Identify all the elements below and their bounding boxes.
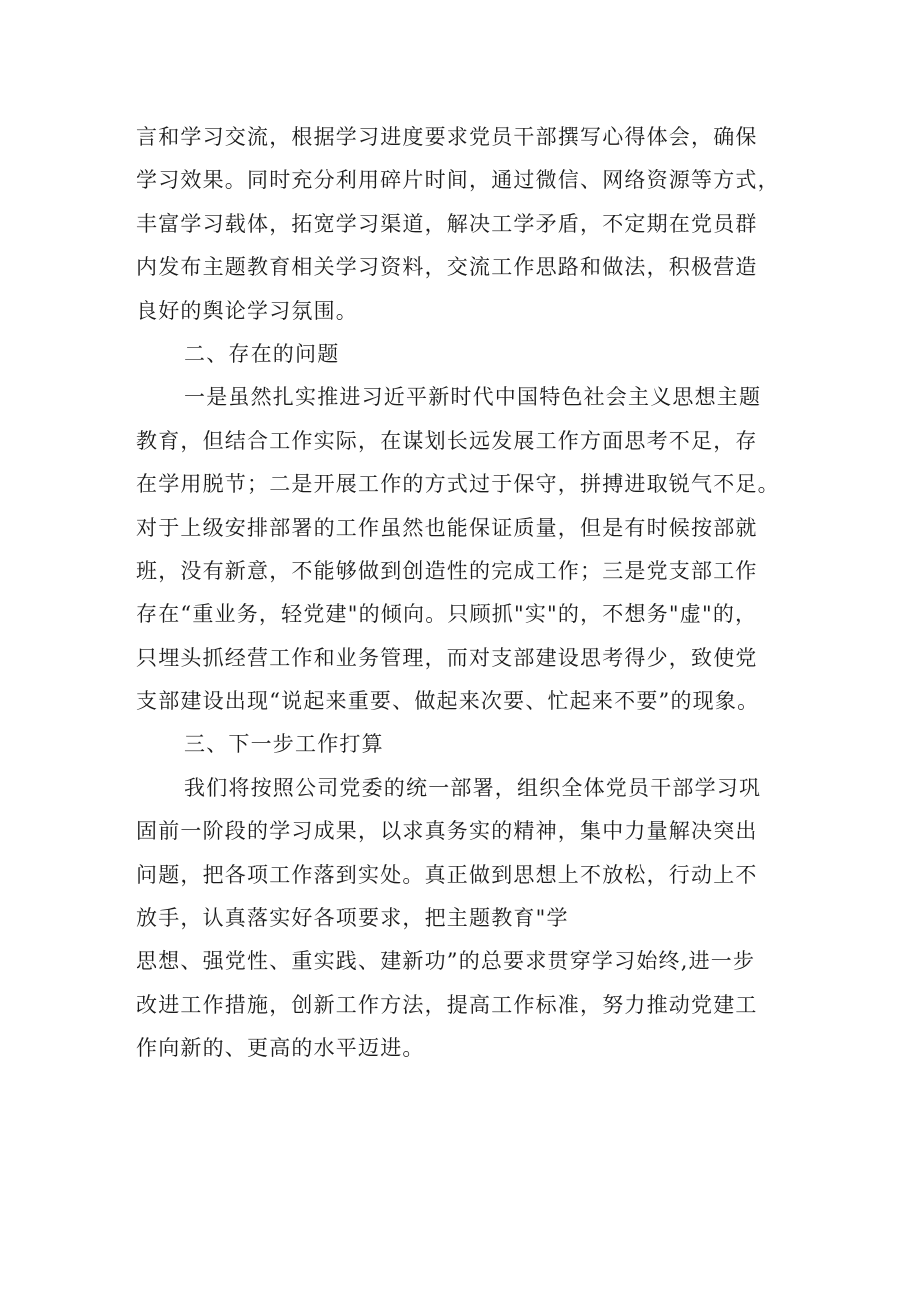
text-line: 教育，但结合工作实际，在谋划长远发展工作方面思考不足，存 — [136, 428, 758, 453]
section-heading-next-steps: 三、下一步工作打算 — [184, 732, 384, 757]
text-line: 问题，把各项工作落到实处。真正做到思想上不放松，行动上不 — [136, 862, 758, 887]
text-line: 良好的舆论学习氛围。 — [136, 298, 358, 323]
text-line: 一是虽然扎实推进习近平新时代中国特色社会主义思想主题 — [184, 385, 762, 410]
text-line: 存在“重业务，轻党建"的倾向。只顾抓"实"的，不想务"虚"的， — [136, 602, 758, 627]
text-line: 言和学习交流，根据学习进度要求党员干部撰写心得体会，确保 — [136, 125, 758, 149]
text-line: 学习效果。同时充分利用碎片时间，通过微信、网络资源等方式， — [136, 168, 780, 193]
text-line: 只埋头抓经营工作和业务管理，而对支部建设思考得少，致使党 — [136, 645, 758, 670]
document-body — [136, 116, 796, 1071]
text-line: 改进工作措施，创新工作方法，提高工作标准，努力推动党建工 — [136, 992, 758, 1017]
text-line: 对于上级安排部署的工作虽然也能保证质量，但是有时候按部就 — [136, 515, 758, 540]
section-heading-problems: 二、存在的问题 — [184, 341, 340, 366]
text-line: 我们将按照公司党委的统一部署，组织全体党员干部学习巩 — [184, 775, 762, 800]
text-line: 内发布主题教育相关学习资料，交流工作思路和做法，积极营造 — [136, 255, 758, 280]
text-line: 丰富学习载体，拓宽学习渠道，解决工学矛盾，不定期在党员群 — [136, 211, 758, 236]
text-line: 作向新的、更高的水平迈进。 — [136, 1036, 425, 1061]
text-line: 放手，认真落实好各项要求，把主题教育"学 — [136, 906, 569, 931]
text-line: 支部建设出现“说起来重要、做起来次要、忙起来不要”的现象。 — [136, 689, 760, 714]
text-line: 在学用脱节；二是开展工作的方式过于保守，拼搏进取锐气不足。 — [136, 472, 780, 497]
text-line: 思想、强党性、重实践、建新功”的总要求贯穿学习始终,进一步 — [136, 949, 756, 974]
text-line: 班，没有新意，不能够做到创造性的完成工作；三是党支部工作 — [136, 558, 758, 583]
text-line: 固前一阶段的学习成果，以求真务实的精神，集中力量解决突出 — [136, 819, 758, 844]
